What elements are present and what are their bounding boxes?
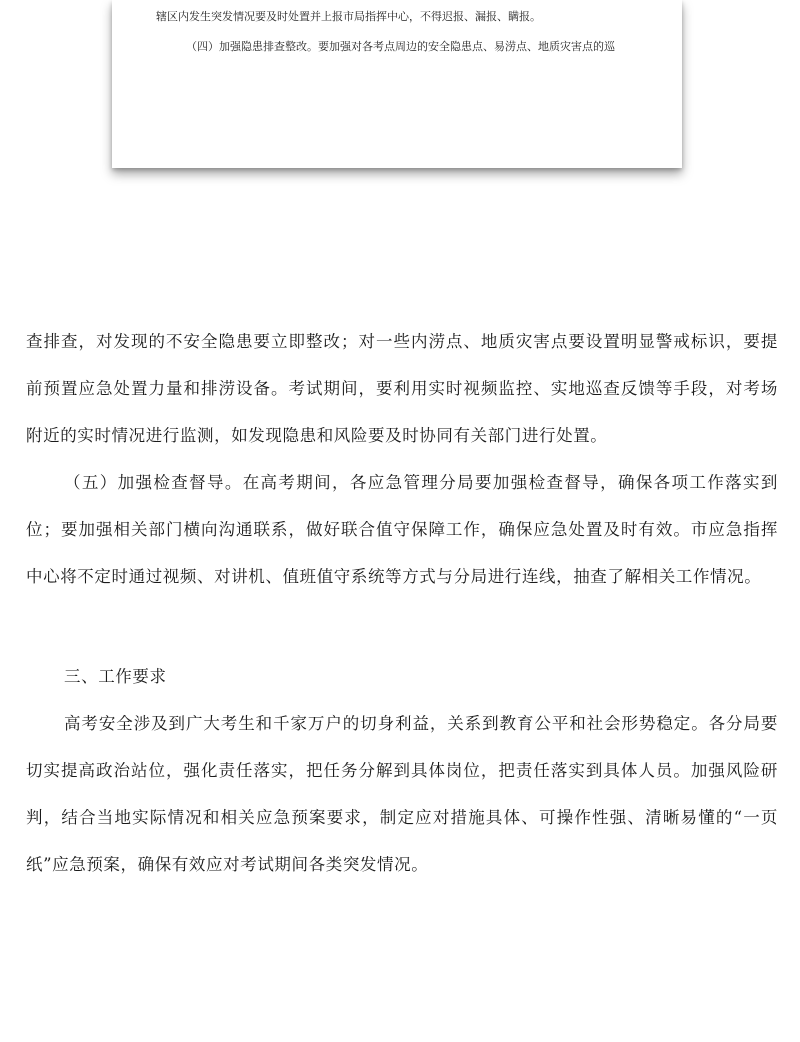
document-body-section-3 [26, 653, 778, 888]
preview-text-line: 辖区内发生突发情况要及时处置并上报市局指挥中心，不得迟报、漏报、瞒报。 [156, 10, 541, 23]
section-heading: 三、工作要求 [64, 667, 167, 686]
document-body-section-5 [26, 459, 778, 600]
document-page-preview [112, 0, 682, 168]
paragraph-supervision: （五）加强检查督导。在高考期间，各应急管理分局要加强检查督导，确保各项工作落实到位；要加强相关部门横向沟通联系，做好联合值守保障工作，确保应急处置及时有效。市应急指挥中心将不定时通过视频、对讲机、值班值守系统等方式与分局进行连线，抽查了解相关工作情况。 [26, 473, 778, 586]
document-body [26, 318, 778, 459]
paragraph-requirements: 高考安全涉及到广大考生和千家万户的切身利益，关系到教育公平和社会形势稳定。各分局要切实提高政治站位，强化责任落实，把任务分解到具体岗位，把责任落实到具体人员。加强风险研判，结合当地实际情况和相关应急预案要求，制定应对措施具体、可操作性强、清晰易懂的“一页纸”应急预案，确保有效应对考试期间各类突发情况。 [26, 714, 778, 874]
preview-text-line: （四）加强隐患排查整改。要加强对各考点周边的安全隐患点、易涝点、地质灾害点的巡 [186, 40, 615, 53]
paragraph-inspection: 查排查，对发现的不安全隐患要立即整改；对一些内涝点、地质灾害点要设置明显警戒标识，要提前预置应急处置力量和排涝设备。考试期间，要利用实时视频监控、实地巡查反馈等手段，对考场附近的实时情况进行监测，如发现隐患和风险要及时协同有关部门进行处置。 [26, 332, 778, 445]
